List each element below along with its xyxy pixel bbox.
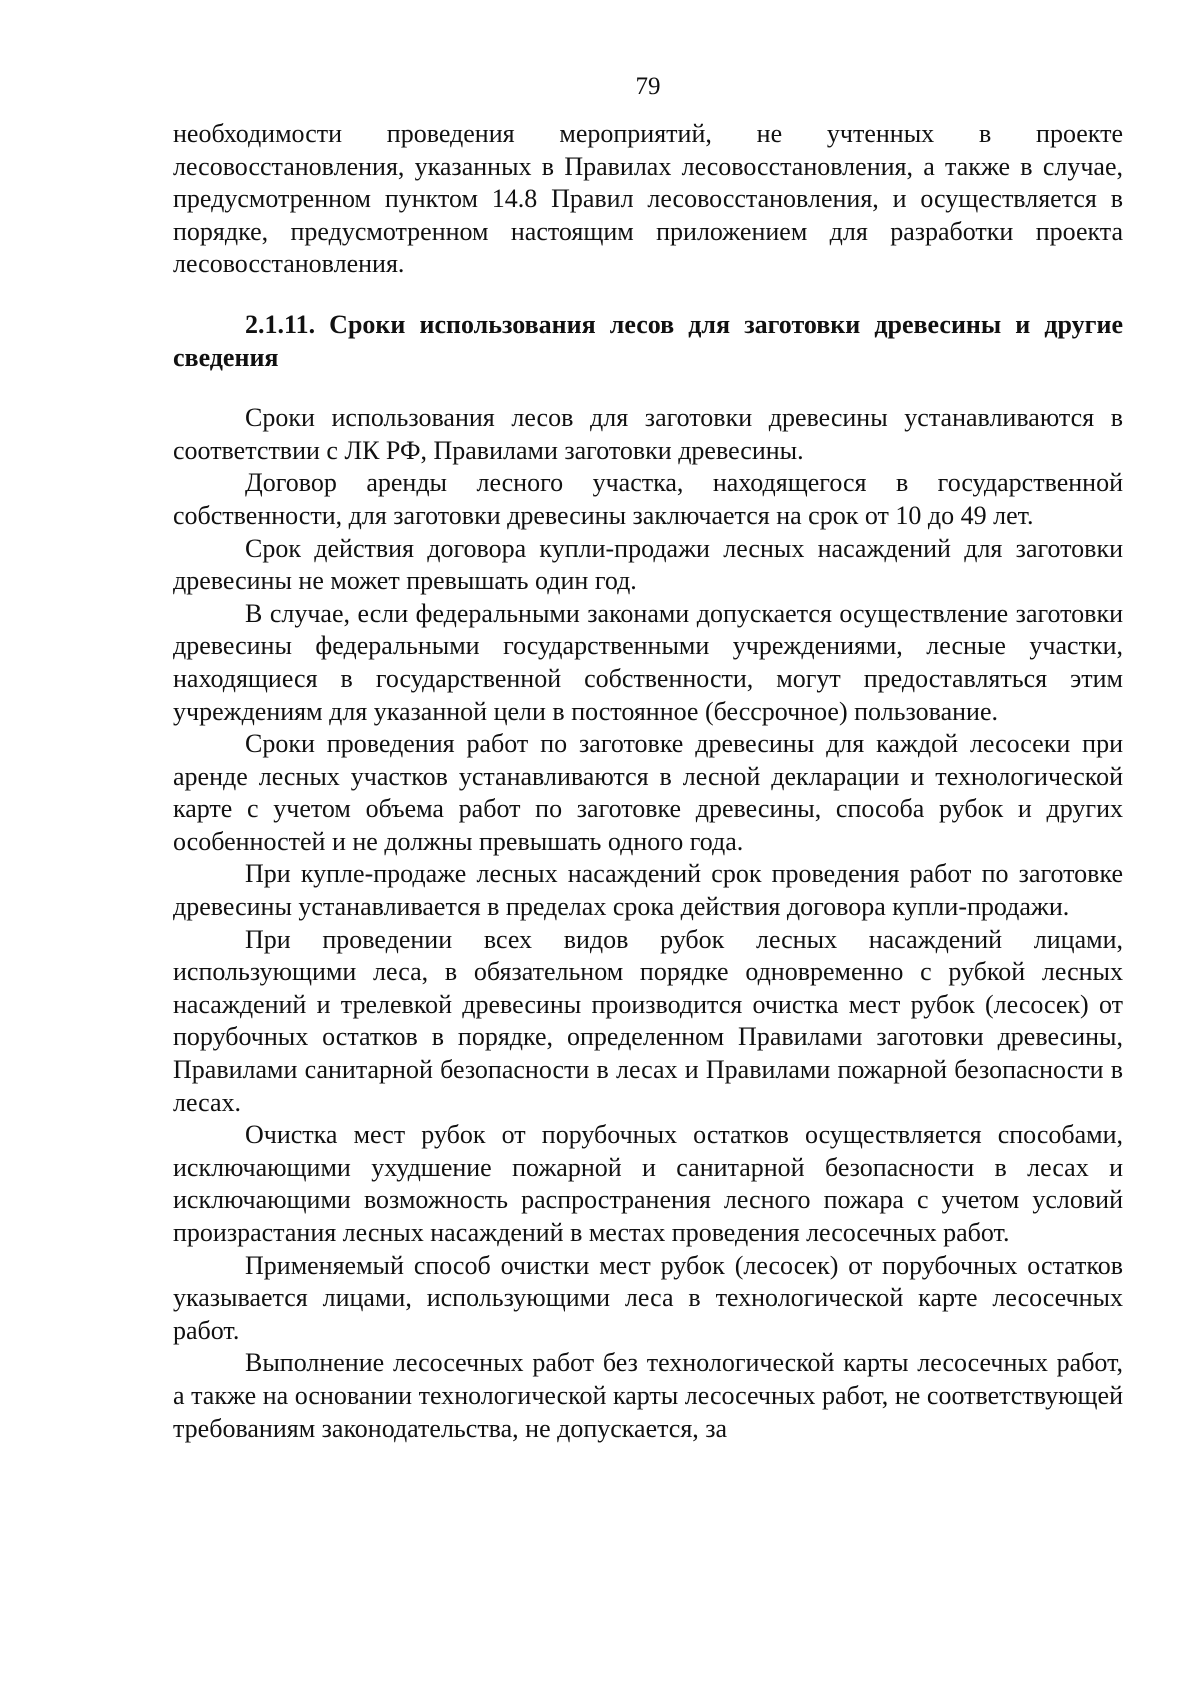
intro-paragraph: необходимости проведения мероприятий, не учтенных в проекте лесовосстановления, указанных в Правилах лесовосстановления, а также в случае, предусмотренном пунктом 14.8 Правил лесовосстановления, и осуществляется в порядке, предусмотренном настоящим приложением для разработки проекта лесовосстановления.: [173, 119, 1123, 279]
body-paragraph: Выполнение лесосечных работ без технологической карты лесосечных работ, а также на основании технологической карты лесосечных работ, не соответствующей требованиям законодательства, не допускается, за: [173, 1348, 1123, 1443]
body-paragraph: Срок действия договора купли-продажи лесных насаждений для заготовки древесины не может превышать один год.: [173, 533, 1123, 596]
spacer: [173, 281, 1123, 309]
body-paragraph: Договор аренды лесного участка, находящегося в государственной собственности, для заготовки древесины заключается на срок от 10 до 49 лет.: [173, 468, 1123, 530]
spacer: [173, 374, 1123, 402]
body-paragraph: Сроки использования лесов для заготовки древесины устанавливаются в соответствии с ЛК РФ, Правилами заготовки древесины.: [173, 403, 1123, 465]
body-paragraph: При проведении всех видов рубок лесных насаждений лицами, использующими леса, в обязательном порядке одновременно с рубкой лесных насаждений и трелевкой древесины производится очистка мест рубок (лесосек) от порубочных остатков в порядке, определенном Правилами заготовки древесины, Правилами санитарной безопасности в лесах и Правилами пожарной безопасности в лесах.: [173, 924, 1123, 1117]
body-paragraph: Применяемый способ очистки мест рубок (лесосек) от порубочных остатков указывается лицами, использующими леса в технологической карте лесосечных работ.: [173, 1250, 1123, 1345]
body-paragraph: Очистка мест рубок от порубочных остатков осуществляется способами, исключающими ухудшение пожарной и санитарной безопасности в лесах и исключающими возможность распространения лесного пожара с учетом условий произрастания лесных насаждений в местах проведения лесосечных работ.: [173, 1120, 1123, 1247]
section-heading: 2.1.11. Сроки использования лесов для заготовки древесины и другие сведения: [173, 309, 1123, 372]
body-paragraph: Сроки проведения работ по заготовке древесины для каждой лесосеки при аренде лесных участков устанавливаются в лесной декларации и технологической карте с учетом объема работ по заготовке древесины, способа рубок и других особенностей и не должны превышать одного года.: [173, 729, 1123, 856]
page-number: 79: [635, 73, 661, 100]
body-paragraph: В случае, если федеральными законами допускается осуществление заготовки древесины федеральными государственными учреждениями, лесные участки, находящиеся в государственной собственности, могут предоставляться этим учреждениям для указанной цели в постоянное (бессрочное) пользование.: [173, 598, 1123, 726]
page-content: [173, 118, 1123, 1445]
body-paragraph: При купле-продаже лесных насаждений срок проведения работ по заготовке древесины устанавливается в пределах срока действия договора купли-продажи.: [173, 859, 1123, 922]
